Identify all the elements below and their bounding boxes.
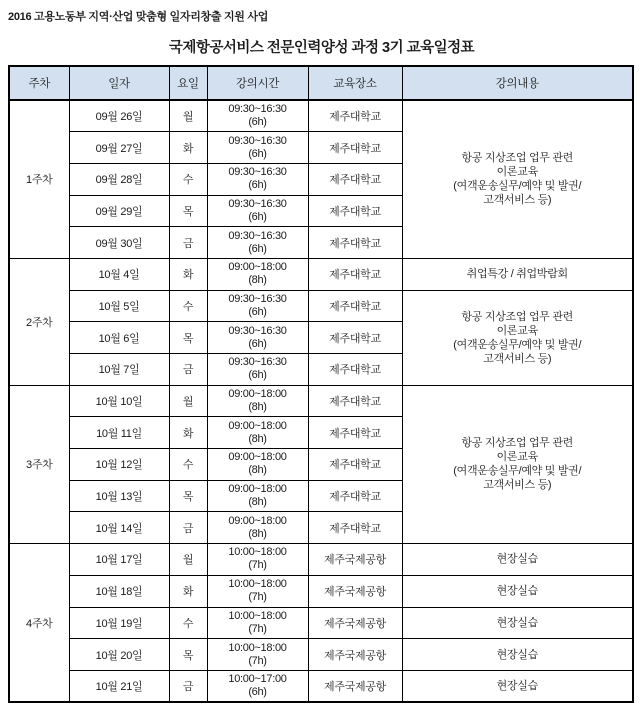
date-cell: 10월 10일	[69, 385, 169, 417]
time-range: 09:00~18:00	[228, 261, 287, 274]
date-cell: 10월 4일	[69, 258, 169, 290]
time-cell	[207, 449, 308, 481]
time-hours: (7h)	[248, 591, 267, 604]
time-hours: (6h)	[248, 210, 267, 223]
date-cell: 10월 14일	[69, 512, 169, 544]
time-cell	[207, 639, 308, 671]
place-cell: 제주국제공항	[308, 544, 402, 576]
date-cell: 09월 26일	[69, 100, 169, 132]
time-range: 09:00~18:00	[228, 451, 287, 464]
content-line: 고객서비스 등)	[483, 352, 552, 365]
content-line: 이론교육	[496, 166, 538, 179]
time-range: 09:30~16:30	[228, 197, 287, 210]
day-cell: 수	[169, 290, 207, 322]
time-cell	[207, 607, 308, 639]
time-cell	[207, 417, 308, 449]
time-range: 09:30~16:30	[228, 166, 287, 179]
place-cell: 제주대학교	[308, 163, 402, 195]
day-cell: 금	[169, 227, 207, 259]
time-hours: (6h)	[248, 242, 267, 255]
place-cell: 제주대학교	[308, 290, 402, 322]
day-cell: 월	[169, 385, 207, 417]
content-line: 이론교육	[496, 324, 538, 337]
content-line: (여객운송실무/예약 및 발권/	[453, 338, 582, 351]
day-cell: 화	[169, 417, 207, 449]
time-cell	[207, 512, 308, 544]
content-line: 현장실습	[496, 648, 538, 661]
schedule-row	[9, 100, 633, 132]
time-hours: (6h)	[248, 179, 267, 192]
week-label-cell: 1주차	[9, 100, 69, 258]
time-cell	[207, 258, 308, 290]
content-cell	[402, 639, 633, 671]
date-cell: 10월 19일	[69, 607, 169, 639]
col-header-content: 강의내용	[402, 66, 633, 100]
time-cell	[207, 575, 308, 607]
week-label-cell: 2주차	[9, 258, 69, 385]
date-cell: 09월 27일	[69, 132, 169, 164]
content-cell	[402, 385, 633, 543]
time-cell	[207, 195, 308, 227]
time-hours: (8h)	[248, 527, 267, 540]
schedule-row	[9, 575, 633, 607]
time-cell	[207, 385, 308, 417]
time-cell	[207, 354, 308, 386]
place-cell: 제주국제공항	[308, 639, 402, 671]
date-cell: 09월 29일	[69, 195, 169, 227]
content-cell	[402, 544, 633, 576]
time-range: 10:00~18:00	[228, 641, 287, 654]
content-cell	[402, 670, 633, 702]
time-hours: (6h)	[248, 305, 267, 318]
time-cell	[207, 480, 308, 512]
time-range: 09:30~16:30	[228, 103, 287, 116]
time-cell	[207, 132, 308, 164]
schedule-row	[9, 670, 633, 702]
time-range: 09:00~18:00	[228, 483, 287, 496]
content-line: (여객운송실무/예약 및 발권/	[453, 465, 582, 478]
place-cell: 제주대학교	[308, 449, 402, 481]
day-cell: 월	[169, 544, 207, 576]
time-cell	[207, 670, 308, 702]
day-cell: 수	[169, 163, 207, 195]
time-cell	[207, 544, 308, 576]
time-range: 09:00~18:00	[228, 388, 287, 401]
time-hours: (6h)	[248, 116, 267, 129]
time-hours: (7h)	[248, 654, 267, 667]
content-line: 현장실습	[496, 585, 538, 598]
page-title: 국제항공서비스 전문인력양성 과정 3기 교육일정표	[168, 40, 475, 56]
date-cell: 10월 11일	[69, 417, 169, 449]
day-cell: 목	[169, 639, 207, 671]
content-cell	[402, 290, 633, 385]
place-cell: 제주대학교	[308, 227, 402, 259]
time-hours: (6h)	[248, 147, 267, 160]
content-line: 현장실습	[496, 679, 538, 692]
schedule-row	[9, 258, 633, 290]
time-range: 10:00~17:00	[228, 672, 287, 685]
schedule-row	[9, 290, 633, 322]
place-cell: 제주대학교	[308, 385, 402, 417]
content-line: 고객서비스 등)	[483, 479, 552, 492]
time-hours: (8h)	[248, 274, 267, 287]
time-cell	[207, 227, 308, 259]
time-range: 10:00~18:00	[228, 578, 287, 591]
schedule-body	[9, 100, 633, 702]
place-cell: 제주대학교	[308, 512, 402, 544]
content-line: 항공 지상조업 업무 관련	[461, 437, 574, 450]
content-line: 이론교육	[496, 451, 538, 464]
place-cell: 제주대학교	[308, 100, 402, 132]
time-hours: (8h)	[248, 432, 267, 445]
place-cell: 제주대학교	[308, 322, 402, 354]
header-row	[9, 66, 633, 100]
day-cell: 화	[169, 132, 207, 164]
content-line: 취업특강 / 취업박람회	[466, 268, 568, 281]
day-cell: 금	[169, 354, 207, 386]
date-cell: 10월 12일	[69, 449, 169, 481]
date-cell: 10월 18일	[69, 575, 169, 607]
place-cell: 제주국제공항	[308, 575, 402, 607]
day-cell: 화	[169, 258, 207, 290]
time-hours: (7h)	[248, 559, 267, 572]
col-header-date: 일자	[69, 66, 169, 100]
date-cell: 10월 6일	[69, 322, 169, 354]
time-range: 09:30~16:30	[228, 292, 287, 305]
time-range: 09:30~16:30	[228, 324, 287, 337]
schedule-row	[9, 544, 633, 576]
day-cell: 목	[169, 322, 207, 354]
date-cell: 09월 28일	[69, 163, 169, 195]
place-cell: 제주대학교	[308, 132, 402, 164]
time-cell	[207, 163, 308, 195]
time-hours: (6h)	[248, 685, 267, 698]
week-label-cell: 4주차	[9, 544, 69, 702]
content-line: 현장실습	[496, 553, 538, 566]
place-cell: 제주대학교	[308, 258, 402, 290]
day-cell: 수	[169, 449, 207, 481]
content-cell	[402, 575, 633, 607]
schedule-row	[9, 385, 633, 417]
content-cell	[402, 100, 633, 258]
date-cell: 10월 7일	[69, 354, 169, 386]
place-cell: 제주대학교	[308, 480, 402, 512]
date-cell: 09월 30일	[69, 227, 169, 259]
time-hours: (8h)	[248, 464, 267, 477]
date-cell: 10월 13일	[69, 480, 169, 512]
time-hours: (6h)	[248, 337, 267, 350]
date-cell: 10월 21일	[69, 670, 169, 702]
week-label-cell: 3주차	[9, 385, 69, 543]
content-cell	[402, 258, 633, 290]
schedule-table	[8, 65, 634, 703]
content-line: (여객운송실무/예약 및 발권/	[453, 180, 582, 193]
col-header-week: 주차	[9, 66, 69, 100]
time-range: 09:00~18:00	[228, 514, 287, 527]
time-hours: (8h)	[248, 401, 267, 414]
content-line: 고객서비스 등)	[483, 194, 552, 207]
date-cell: 10월 17일	[69, 544, 169, 576]
day-cell: 목	[169, 195, 207, 227]
place-cell: 제주대학교	[308, 195, 402, 227]
day-cell: 월	[169, 100, 207, 132]
time-range: 09:30~16:30	[228, 229, 287, 242]
time-range: 10:00~18:00	[228, 609, 287, 622]
time-hours: (6h)	[248, 369, 267, 382]
content-line: 항공 지상조업 업무 관련	[461, 310, 574, 323]
place-cell: 제주국제공항	[308, 607, 402, 639]
time-cell	[207, 100, 308, 132]
schedule-row	[9, 639, 633, 671]
time-range: 09:30~16:30	[228, 356, 287, 369]
place-cell: 제주대학교	[308, 354, 402, 386]
day-cell: 수	[169, 607, 207, 639]
col-header-place: 교육장소	[308, 66, 402, 100]
day-cell: 금	[169, 512, 207, 544]
col-header-day: 요일	[169, 66, 207, 100]
time-cell	[207, 290, 308, 322]
content-line: 현장실습	[496, 616, 538, 629]
day-cell: 금	[169, 670, 207, 702]
day-cell: 화	[169, 575, 207, 607]
time-cell	[207, 322, 308, 354]
content-line: 항공 지상조업 업무 관련	[461, 152, 574, 165]
time-hours: (8h)	[248, 496, 267, 509]
time-range: 10:00~18:00	[228, 546, 287, 559]
place-cell: 제주국제공항	[308, 670, 402, 702]
schedule-row	[9, 607, 633, 639]
program-label: 2016 고용노동부 지역·산업 맞춤형 일자리창출 지원 사업	[8, 11, 269, 23]
place-cell: 제주대학교	[308, 417, 402, 449]
time-range: 09:00~18:00	[228, 419, 287, 432]
date-cell: 10월 20일	[69, 639, 169, 671]
time-hours: (7h)	[248, 622, 267, 635]
content-cell	[402, 607, 633, 639]
date-cell: 10월 5일	[69, 290, 169, 322]
time-range: 09:30~16:30	[228, 134, 287, 147]
col-header-time: 강의시간	[207, 66, 308, 100]
day-cell: 목	[169, 480, 207, 512]
